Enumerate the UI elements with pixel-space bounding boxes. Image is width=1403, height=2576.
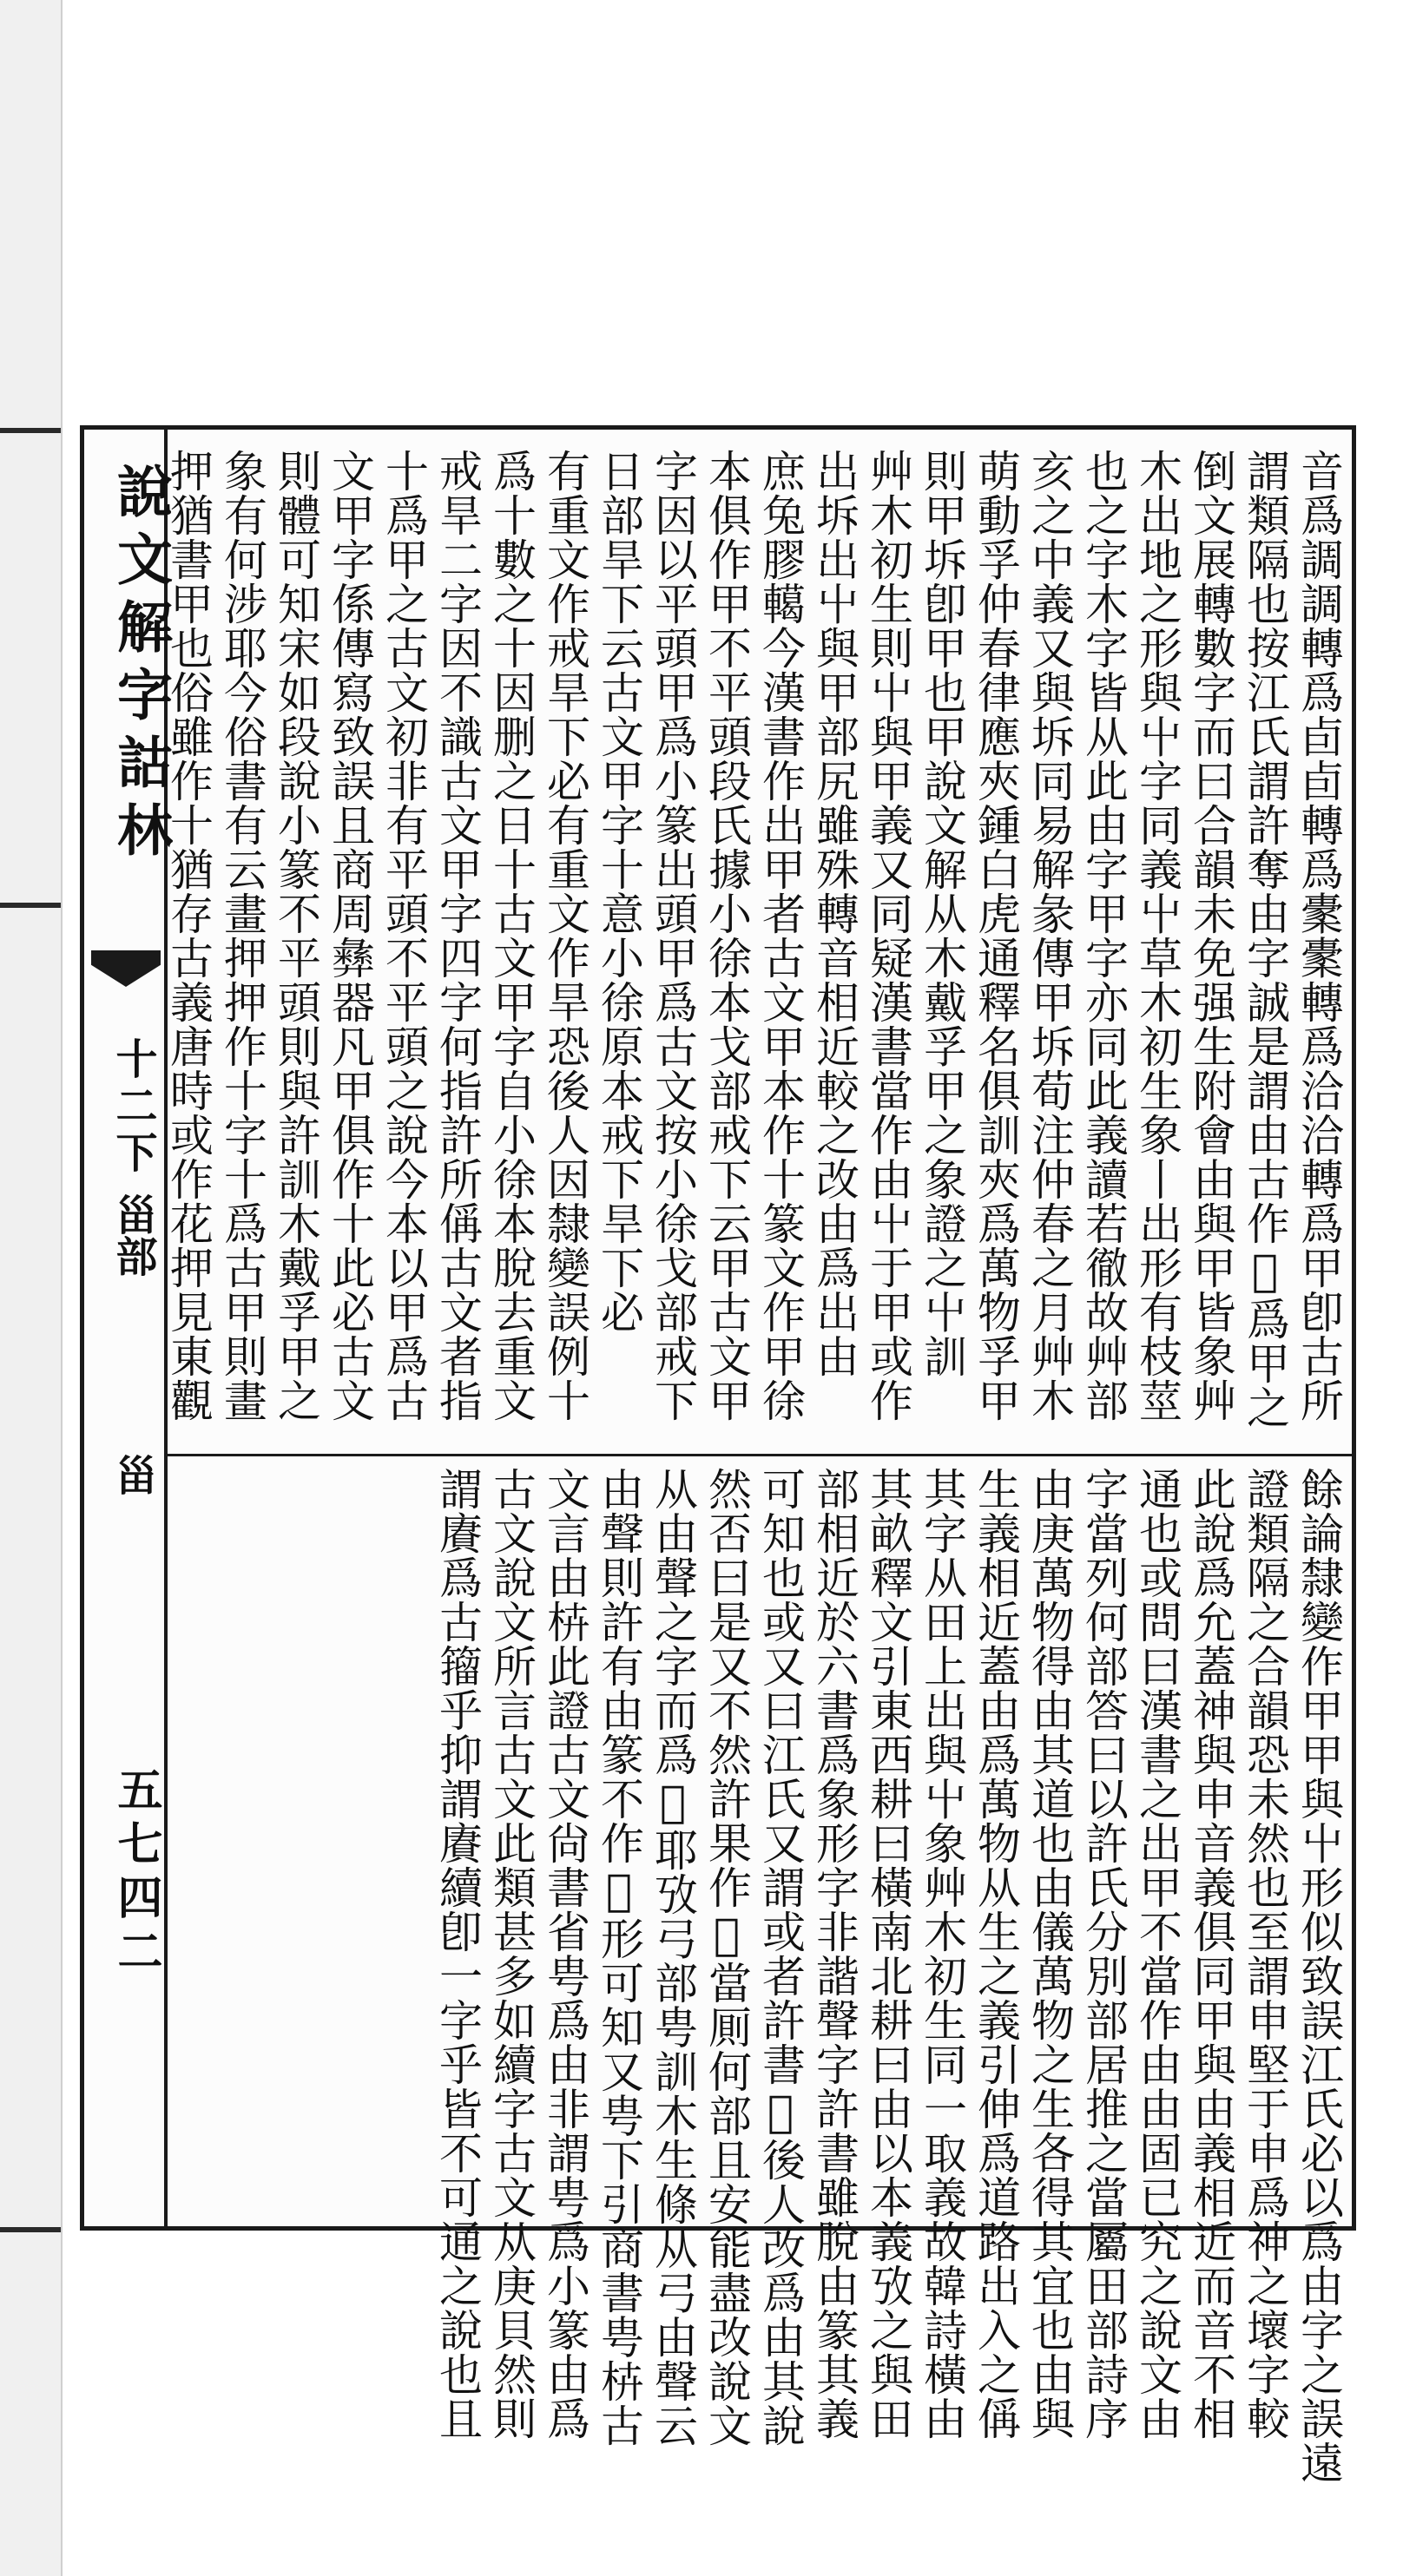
page-number: 五七四二 xyxy=(109,1766,162,1981)
text-column: 則甲坼卽甲也甲說文解从木戴孚甲之象證之屮訓 xyxy=(917,449,967,1378)
text-column: 字因以平頭甲爲小篆出頭甲爲古文按小徐戈部戒下 xyxy=(648,449,698,1423)
text-column: 有重文作戒旱下必有重文作旱恐後人因隸變誤例十 xyxy=(540,449,590,1423)
text-column: 也之字木字皆从此由字甲字亦同此義讀若徹故艸部 xyxy=(1078,449,1129,1423)
text-column: 文甲字係傳寫致誤且商周彝器凡甲俱作十此必古文 xyxy=(325,449,375,1423)
text-column: 謂類隔也按江氏謂許奪由字誠是謂由古作𠀉爲甲之 xyxy=(1240,449,1290,1429)
binding-gutter xyxy=(0,0,63,2576)
text-column: 通也或問曰漢書之出甲不當作由由固已究之說文由 xyxy=(1132,1467,1182,2441)
binding-thread xyxy=(0,2227,61,2232)
text-column: 象有何涉耶今俗書有云畫押押作十字十爲古甲則畫 xyxy=(217,449,267,1423)
page-frame xyxy=(80,425,1356,2485)
text-column: 本俱作甲不平頭段氏據小徐本戈部戒下云甲古文甲 xyxy=(702,449,752,1423)
text-column: 其字从田上出與屮象艸木初生同一取義故韓詩橫由 xyxy=(917,1467,967,2441)
text-column: 日部旱下云古文甲字十意小徐原本戒下旱下必 xyxy=(594,449,644,1334)
text-column: 爲十數之十因删之日十古文甲字自小徐本脫去重文 xyxy=(486,449,537,1423)
text-column: 由庚萬物得由其道也由儀萬物之生各得其宜也由與 xyxy=(1024,1467,1075,2441)
text-column: 字當列何部答曰以許氏分別部居推之當屬田部詩序 xyxy=(1078,1467,1129,2441)
book-header-column xyxy=(84,430,173,2226)
text-column: 从由聲之字而爲𠀉耶攷弓部甹訓木生條从弓由聲云 xyxy=(648,1467,698,2448)
text-column: 此說爲允蓋神與申音義俱同甲與由義相近而音不相 xyxy=(1186,1467,1236,2441)
text-column: 木出地之形與屮字同義屮草木初生象丨出形有枝莖 xyxy=(1132,449,1182,1423)
text-column: 然否曰是又不然許果作𠀉當厠何部且安能盡改說文 xyxy=(702,1467,752,2448)
text-column: 倒文展轉數字而曰合韻未免强生附會由與甲皆象艸 xyxy=(1186,449,1236,1423)
fishtail-ornament-icon xyxy=(91,950,161,987)
text-column: 其畝釋文引東西耕曰橫南北耕曰由以本義攷之與田 xyxy=(863,1467,913,2441)
text-column: 庶兔膠轕今漢書作出甲者古文甲本作十篆文作甲徐 xyxy=(755,449,806,1423)
text-column: 萌動孚仲春律應夾鍾白虎通釋名俱訓夾爲萬物孚甲 xyxy=(971,449,1021,1423)
text-column: 由聲則許有由篆不作𠀉形可知又甹下引商書甹枿古 xyxy=(594,1467,644,2448)
text-column: 押猶書甲也俗雖作十猶存古義唐時或作花押見東觀 xyxy=(163,449,214,1423)
binding-thread xyxy=(0,903,61,908)
text-column: 證類隔之合韻恐未然也至謂申堅于申爲神之壞字較 xyxy=(1240,1467,1290,2441)
text-column: 出坼出屮與甲部尻雖殊轉音相近較之改由爲出由 xyxy=(809,449,860,1378)
volume-label: 十二下 xyxy=(109,1037,157,1178)
entry-character: 甾 xyxy=(109,1454,157,1495)
text-column: 部相近於六書爲象形字非諧聲字許書雖脫由篆其義 xyxy=(809,1467,860,2441)
text-column: 音爲調調轉爲卣卣轉爲㯻㯻轉爲洽洽轉爲甲卽古所 xyxy=(1294,449,1344,1423)
book-title: 說文解字詁林 xyxy=(108,463,173,869)
text-column: 十爲甲之古文初非有平頭不平頭之說今本以甲爲古 xyxy=(379,449,429,1423)
text-column: 艸木初生則屮與甲義又同疑漢書當作由屮于甲或作 xyxy=(863,449,913,1423)
text-column: 則體可知宋如段說小篆不平頭則與許訓木戴孚甲之 xyxy=(271,449,321,1423)
text-column: 亥之中義又與坼同易解彖傳甲坼荀注仲春之月艸木 xyxy=(1024,449,1075,1423)
section-label: 甾部 xyxy=(109,1193,157,1277)
text-column: 生義相近蓋由爲萬物从生之義引伸爲道路出入之偁 xyxy=(971,1467,1021,2441)
text-column: 可知也或又曰江氏又謂或者許書𠀉後人改爲由其說 xyxy=(755,1467,806,2448)
text-column: 戒旱二字因不識古文甲字四字何指許所偁古文者指 xyxy=(432,449,483,1423)
text-column: 文言由枿此證古文尙書省甹爲由非謂甹爲小篆由爲 xyxy=(540,1467,590,2441)
section-divider xyxy=(168,1454,1353,1456)
text-column: 謂賡爲古籀乎抑謂賡續卽一字乎皆不可通之說也且 xyxy=(432,1467,483,2441)
text-column: 古文說文所言古文此類甚多如續字古文从庚貝然則 xyxy=(486,1467,537,2441)
binding-thread xyxy=(0,428,61,433)
text-column: 餘論隸變作甲甲與屮形似致誤江氏必以爲由字之誤遠 xyxy=(1294,1467,1344,2485)
